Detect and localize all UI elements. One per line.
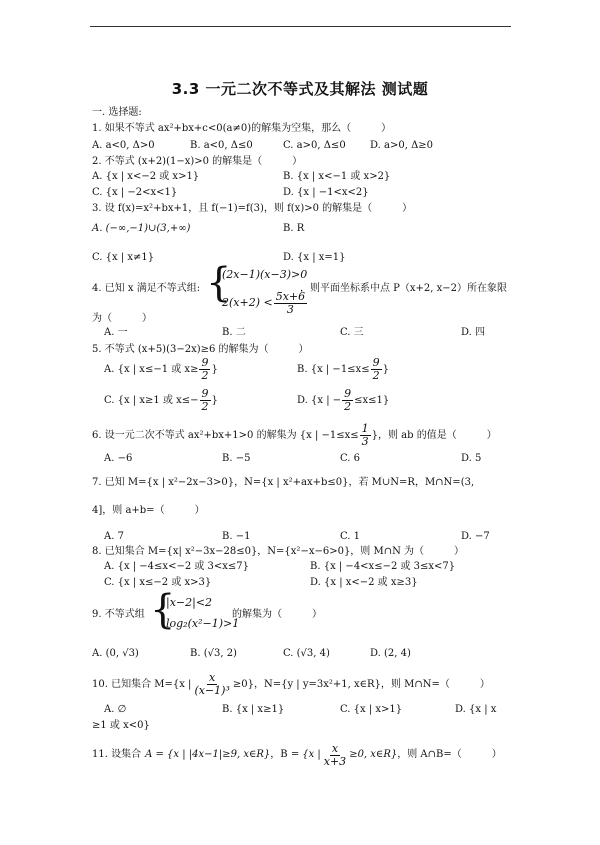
q7-option-b: B. −1	[222, 531, 251, 542]
q7-option-a: A. 7	[104, 531, 124, 542]
q5-b-post: }	[382, 364, 389, 375]
q6-stem-post: }，则 ab 的值是（ ）	[371, 430, 497, 441]
q11-set-a: A = {x | |4x−1|≥9, x∈R}	[145, 749, 271, 760]
q5-a-fraction	[199, 357, 210, 382]
q9-option-a: A. (0, √3)	[92, 648, 139, 659]
q6-den: 3	[361, 435, 369, 448]
q5-c-fraction	[200, 388, 211, 413]
question-8-stem: 8. 已知集合 M={x| x²−3x−28≤0}，N={x²−x−6>0}，则 M∩N 为（ ）	[92, 546, 465, 557]
q2-option-d: D. {x | −1<x<2}	[283, 187, 369, 198]
q9-option-d: D. (2, 4)	[370, 648, 411, 659]
q10-option-c: C. {x | x>1}	[340, 704, 403, 715]
q11-fraction	[322, 743, 348, 768]
q5-c-pre: C. {x | x≥1 或 x≤−	[104, 395, 199, 406]
q10-option-a: A. ∅	[104, 704, 127, 715]
q5-c-num: 9	[201, 387, 209, 400]
q5-option-d	[297, 388, 389, 413]
q5-d-den: 2	[344, 400, 352, 413]
q10-option-b: B. {x | x≥1}	[222, 704, 285, 715]
q10-fraction	[192, 672, 231, 697]
q5-a-post: }	[211, 364, 218, 375]
page-title: 3.3 一元二次不等式及其解法 测试题	[171, 80, 429, 98]
q1-option-c: C. a>0, Δ≤0	[283, 140, 346, 151]
question-3-stem: 3. 设 f(x)=x²+bx+1，且 f(−1)=f(3)，则 f(x)>0 的解集是（ ）	[92, 203, 413, 214]
q6-num: 1	[361, 422, 369, 435]
q4-ineq2-left: 2(x+2) <	[222, 296, 273, 309]
q4-option-a: A. 一	[104, 327, 128, 338]
system-brace: {	[206, 260, 232, 306]
question-11-stem	[92, 741, 502, 769]
question-2-stem: 2. 不等式 (x+2)(1−x)>0 的解集是（ ）	[92, 156, 303, 167]
q1-option-b: B. a<0, Δ≤0	[190, 140, 253, 151]
question-1-stem: 1. 如果不等式 ax²+bx+c<0(a≠0)的解集为空集，那么（ ）	[92, 123, 392, 134]
q7-option-c: C. 1	[340, 531, 361, 542]
q11-b-num: x	[331, 741, 339, 755]
q11-mid: ，B =	[270, 749, 300, 760]
q3-option-d: D. {x | x=1}	[283, 252, 346, 263]
q11-pre: 11. 设集合	[92, 749, 142, 760]
q10-num: x	[209, 671, 216, 684]
question-4-suffix: ，则平面坐标系中点 P（x+2, x−2）所在象限	[300, 283, 508, 294]
q6-option-a: A. −6	[104, 453, 133, 464]
q4-inequality-1: (2x−1)(x−3)>0	[222, 268, 308, 281]
q5-option-b	[297, 357, 389, 382]
q3-option-a: A. (−∞,−1)∪(3,+∞)	[92, 223, 191, 234]
q10-option-d: D. {x | x	[455, 704, 497, 715]
q5-b-fraction	[371, 357, 382, 382]
q9-option-c: C. (√3, 4)	[283, 648, 330, 659]
question-7-cont: 4]，则 a+b=（ ）	[92, 505, 205, 516]
q5-b-num: 9	[372, 356, 380, 369]
q8-option-b: B. {x | −4<x≤−2 或 3≤x<7}	[310, 561, 456, 572]
q5-b-den: 2	[372, 369, 380, 382]
q2-option-c: C. {x | −2<x<1}	[92, 187, 178, 198]
q2-option-b: B. {x | x<−1 或 x>2}	[283, 171, 391, 182]
q4-option-c: C. 三	[340, 327, 364, 338]
q8-option-c: C. {x | x≤−2 或 x>3}	[104, 577, 212, 588]
q6-option-d: D. 5	[461, 453, 482, 464]
q5-d-post: ≤x≤1}	[354, 395, 390, 406]
q6-stem-pre: 6. 设一元二次不等式 ax²+bx+1>0 的解集为 {x | −1≤x≤	[92, 430, 359, 441]
q5-b-pre: B. {x | −1≤x≤	[297, 364, 370, 375]
q10-stem-pre: 10. 已知集合 M={x |	[92, 679, 192, 690]
q4-inequality-2	[222, 290, 308, 316]
q10-stem-mid: ≥0}，N={y | y=3x²+1, x∈R}，则 M∩N=（ ）	[232, 679, 490, 690]
question-10-stem	[92, 672, 490, 697]
question-6-stem	[92, 423, 497, 448]
q1-option-a: A. a<0, Δ>0	[92, 140, 155, 151]
q7-option-d: D. −7	[461, 531, 490, 542]
q9-option-b: B. (√3, 2)	[190, 648, 237, 659]
q5-option-a	[104, 357, 218, 382]
q5-option-c	[104, 388, 218, 413]
q11-b-den: x+3	[323, 754, 347, 768]
question-5-stem: 5. 不等式 (x+5)(3−2x)≥6 的解集为（ ）	[92, 344, 309, 355]
q6-option-c: C. 6	[340, 453, 361, 464]
question-4-prefix: 4. 已知 x 满足不等式组:	[92, 283, 201, 294]
q9-inequality-1: |x−2|<2	[166, 596, 213, 609]
header-rule	[90, 26, 511, 27]
q5-d-num: 9	[344, 387, 352, 400]
q10-den: (x−1)³	[194, 684, 230, 697]
q3-option-b: B. R	[283, 223, 305, 234]
q3-option-c: C. {x | x≠1}	[92, 252, 155, 263]
q2-option-a: A. {x | x<−2 或 x>1}	[92, 171, 200, 182]
question-7-stem: 7. 已知 M={x | x²−2x−3>0}，N={x | x²+ax+b≤0}，若 M∪N=R，M∩N=(3,	[92, 477, 475, 488]
q9-system-brace: {	[150, 587, 176, 633]
q5-c-den: 2	[201, 400, 209, 413]
q6-option-b: B. −5	[222, 453, 251, 464]
q5-a-den: 2	[201, 369, 209, 382]
q4-option-d: D. 四	[461, 327, 486, 338]
q5-a-pre: A. {x | x≤−1 或 x≥	[104, 364, 199, 375]
q4-option-b: B. 二	[222, 327, 246, 338]
q5-c-post: }	[211, 395, 218, 406]
q6-fraction	[360, 423, 371, 448]
q11-b-pre: {x |	[302, 749, 321, 760]
q5-d-fraction	[342, 388, 353, 413]
question-4-cont: 为（ ）	[92, 313, 152, 324]
q4-frac-den: 3	[286, 302, 294, 316]
q11-suffix: ，则 A∩B=（ ）	[397, 749, 502, 760]
q10-option-d-cont: ≥1 或 x<0}	[92, 720, 150, 731]
q1-option-d: D. a>0, Δ≥0	[370, 140, 434, 151]
question-9-prefix: 9. 不等式组	[92, 609, 145, 620]
q8-option-a: A. {x | −4≤x<−2 或 3<x≤7}	[104, 561, 250, 572]
q11-b-post: ≥0, x∈R}	[349, 749, 398, 760]
q4-frac-num: 5x+6	[275, 289, 306, 303]
q8-option-d: D. {x | x<−2 或 x≥3}	[310, 577, 418, 588]
section-heading: 一. 选择题:	[92, 107, 142, 118]
question-9-suffix: 的解集为（ ）	[232, 609, 322, 620]
q9-inequality-2: log₂(x²−1)>1	[166, 617, 240, 630]
q5-a-num: 9	[201, 356, 209, 369]
q5-d-pre: D. {x | −	[297, 395, 342, 406]
